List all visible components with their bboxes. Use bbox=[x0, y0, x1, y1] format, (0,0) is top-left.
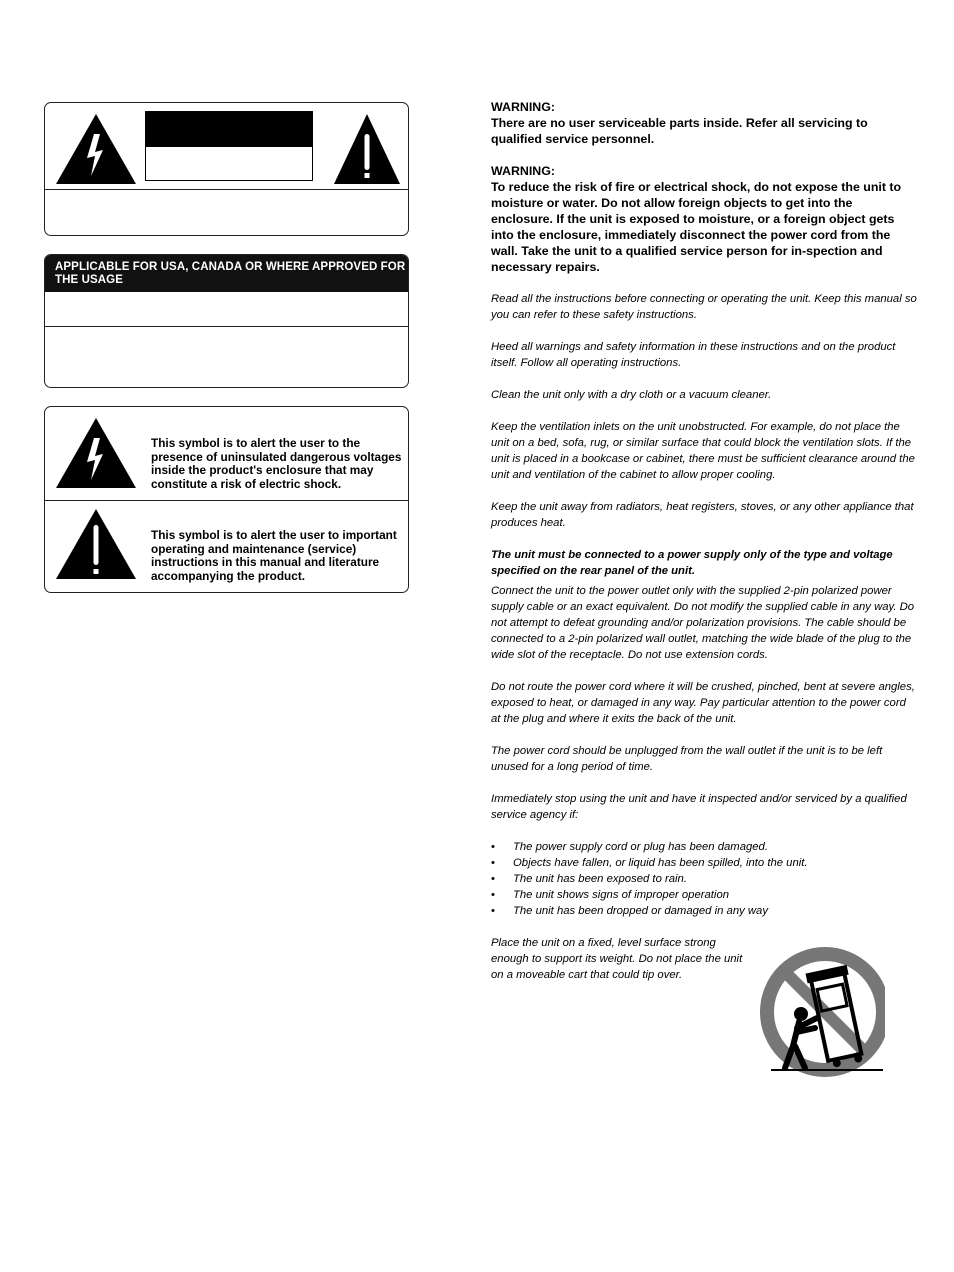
safety-instructions bbox=[491, 99, 917, 999]
symbol-divider bbox=[45, 500, 408, 501]
caution-label bbox=[145, 111, 313, 181]
applicable-divider bbox=[45, 326, 408, 327]
instruction-paragraph: Keep the ventilation inlets on the unit unobstructed. For example, do not place the unit on a bed, sofa, rug, or similar surface that could block the ventilation slots. If the unit is placed in a bookcase or cabinet, there must be sufficient clearance around the unit and ventilation of the cabinet to allow proper cooling. bbox=[491, 421, 915, 481]
warning-body: There are no user serviceable parts inside. Refer all servicing to qualified service personnel. bbox=[491, 116, 868, 146]
list-item: • The unit has been exposed to rain. bbox=[491, 871, 917, 887]
list-item: • Objects have fallen, or liquid has been spilled, into the unit. bbox=[491, 855, 917, 871]
applicable-header: APPLICABLE FOR USA, CANADA OR WHERE APPROVED FOR THE USAGE bbox=[45, 255, 408, 292]
list-item: • The power supply cord or plug has been damaged. bbox=[491, 839, 917, 855]
instruction-paragraph: Connect the unit to the power outlet only with the supplied 2-pin polarized power supply cable or an exact equivalent. Do not modify the supplied cable in any way. Do not attempt to defeat grounding and/or polarization provisions. The cable should be connected to a 2-pin polarized wall outlet, matching the wide blade of the plug to the wide slot of the receptacle. Do not use extension cords. bbox=[491, 585, 915, 661]
placement-paragraph: Place the unit on a fixed, level surface strong enough to support its weight. Do not place the unit on a moveable cart that could tip over. bbox=[491, 937, 743, 981]
instruction-paragraph: Clean the unit only with a dry cloth or a vacuum cleaner. bbox=[491, 389, 772, 401]
instruction-paragraph: Do not route the power cord where it will be crushed, pinched, bent at severe angles, exposed to heat, or damaged in any way. Pay particular attention to the power cord at the plug and where it exits the back of the unit. bbox=[491, 681, 915, 725]
warning-body: To reduce the risk of fire or electrical shock, do not expose the unit to moisture or water. Do not allow foreign objects to get into the enclosure. If the unit is exposed to moisture, or a foreign object gets into the enclosure, immediately disconnect the power cord from the wall. Take the unit to a qualified service person for in-spection and necessary repairs. bbox=[491, 180, 902, 274]
caution-box bbox=[44, 102, 409, 236]
instruction-paragraph: Immediately stop using the unit and have it inspected and/or serviced by a qualified service agency if: bbox=[491, 793, 907, 821]
instruction-paragraph: Heed all warnings and safety information in these instructions and on the product itself. Follow all operating instructions. bbox=[491, 341, 896, 369]
service-conditions-list bbox=[491, 839, 917, 919]
exclamation-warning-icon bbox=[54, 507, 138, 581]
lightning-symbol-text: This symbol is to alert the user to the presence of uninsulated dangerous voltages inside the product's enclosure that may constitute a risk of electric shock. bbox=[151, 436, 402, 491]
warning-title: WARNING: bbox=[491, 100, 556, 114]
caution-label-band bbox=[146, 112, 312, 147]
power-supply-notice: The unit must be connected to a power supply only of the type and voltage specified on the rear panel of the unit. bbox=[491, 549, 893, 577]
list-item: • The unit shows signs of improper operation bbox=[491, 887, 917, 903]
cart-tipover-warning-icon bbox=[757, 946, 885, 1080]
list-item: • The unit has been dropped or damaged in any way bbox=[491, 903, 917, 919]
lightning-warning-icon bbox=[54, 416, 138, 490]
instruction-paragraph: Read all the instructions before connecting or operating the unit. Keep this manual so you can refer to these safety instructions. bbox=[491, 293, 917, 321]
lightning-warning-icon bbox=[54, 112, 138, 186]
applicable-box bbox=[44, 254, 409, 388]
exclamation-warning-icon bbox=[332, 112, 402, 186]
exclamation-symbol-text: This symbol is to alert the user to important operating and maintenance (service) instructions in this manual and literature accompanying the product. bbox=[151, 528, 397, 583]
instruction-paragraph: Keep the unit away from radiators, heat registers, stoves, or any other appliance that produces heat. bbox=[491, 501, 914, 529]
instruction-paragraph: The power cord should be unplugged from the wall outlet if the unit is to be left unused for a long period of time. bbox=[491, 745, 883, 773]
symbol-explanation-box bbox=[44, 406, 409, 593]
caution-divider bbox=[45, 189, 408, 190]
warning-title: WARNING: bbox=[491, 164, 556, 178]
